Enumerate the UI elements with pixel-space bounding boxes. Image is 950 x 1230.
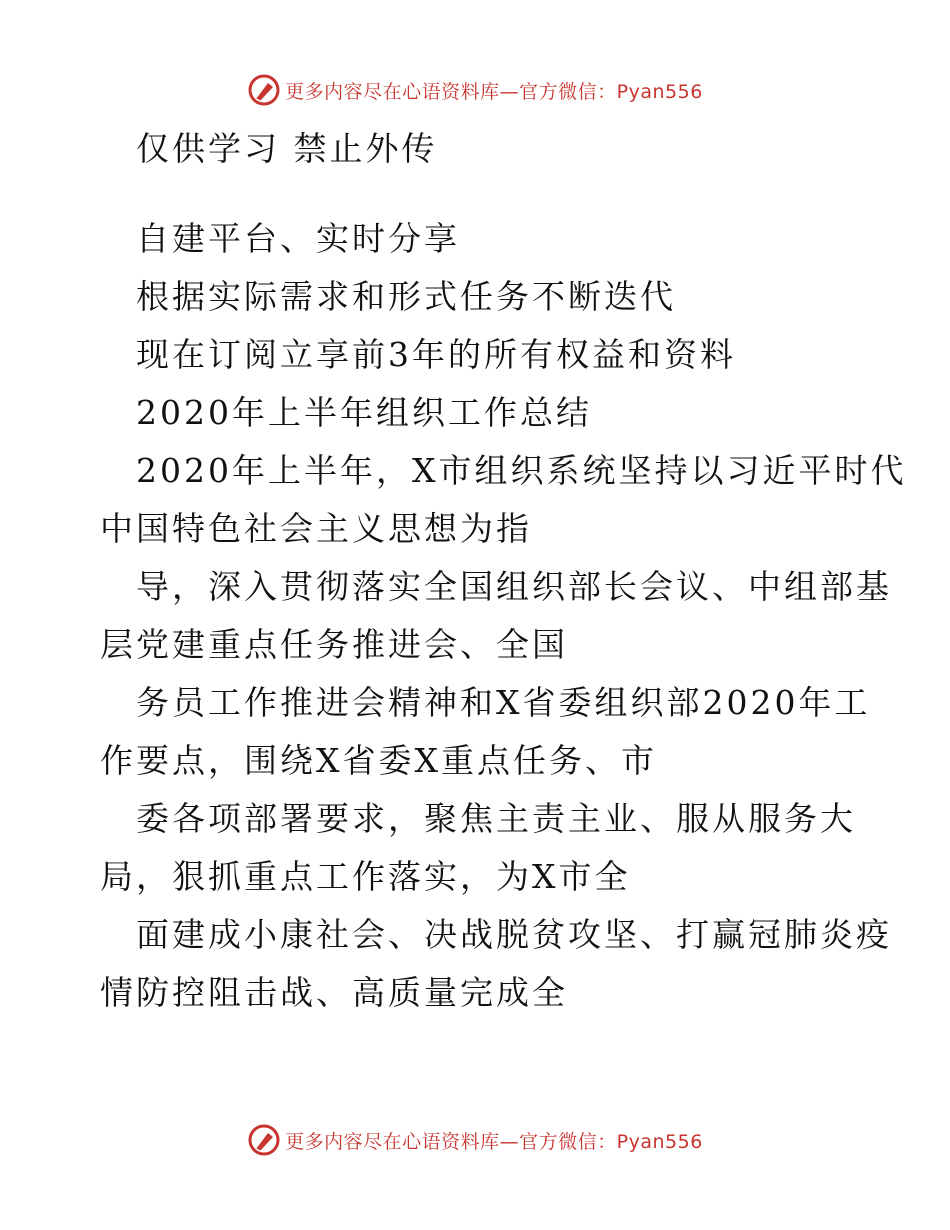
document-title: 2020年上半年组织工作总结 [136, 393, 592, 432]
paragraph-line: 层党建重点任务推进会、全国 [100, 625, 568, 664]
paragraph-line: 2020年上半年，X市组织系统坚持以习近平时代 [136, 451, 907, 490]
paragraph-line: 务员工作推进会精神和X省委组织部2020年工 [136, 683, 871, 722]
footer-watermark [0, 1120, 950, 1160]
paragraph-line: 导，深入贯彻落实全国组织部长会议、中组部基 [136, 567, 892, 606]
promo-line: 自建平台、实时分享 [136, 219, 460, 258]
pen-nib-icon [247, 1123, 281, 1157]
promo-line: 现在订阅立享前3年的所有权益和资料 [136, 335, 736, 374]
promo-line: 根据实际需求和形式任务不断迭代 [136, 277, 676, 316]
document-body [100, 120, 907, 1022]
watermark-text: 更多内容尽在心语资料库—官方微信：Pyan556 [285, 80, 703, 103]
watermark-text: 更多内容尽在心语资料库—官方微信：Pyan556 [285, 1130, 703, 1153]
paragraph-line: 委各项部署要求，聚焦主责主业、服从服务大 [136, 799, 856, 838]
pen-nib-icon [247, 73, 281, 107]
paragraph-line: 面建成小康社会、决战脱贫攻坚、打赢冠肺炎疫 [136, 915, 892, 954]
header-watermark [0, 70, 950, 110]
paragraph-line: 局，狠抓重点工作落实，为X市全 [100, 857, 631, 896]
notice-text: 仅供学习 禁止外传 [136, 129, 438, 168]
paragraph-line: 中国特色社会主义思想为指 [100, 509, 532, 548]
paragraph-line: 作要点，围绕X省委X重点任务、市 [100, 741, 657, 780]
paragraph-line: 情防控阻击战、高质量完成全 [100, 973, 568, 1012]
